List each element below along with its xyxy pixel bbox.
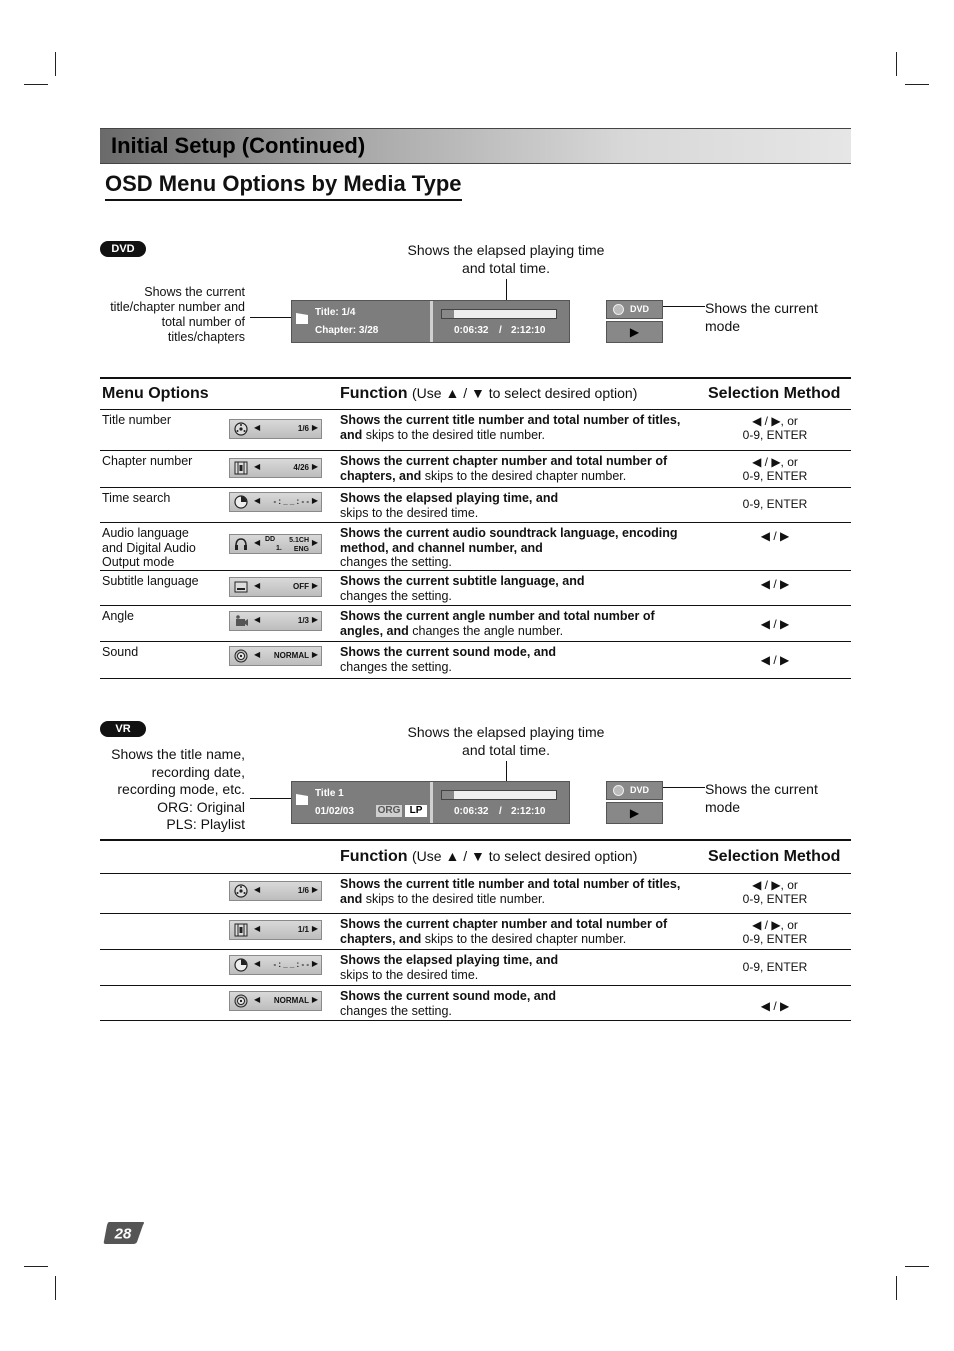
arrow-right-icon: ▶ [311,423,318,432]
arrow-right-icon: ▶ [311,462,318,471]
row-selection: ◀ / ▶ [760,617,790,631]
row-function: Shows the current chapter number and total number of chapters, and skips to the desired chapter number. [340,917,668,946]
arrow-right-icon: ▶ [311,615,318,624]
crop-mark [55,1276,56,1300]
row-label: Angle [102,609,134,623]
audio-icon [234,537,248,551]
crop-mark [896,1276,897,1300]
arrow-right-icon: ▶ [311,538,318,547]
row-label: Sound [102,645,139,659]
crop-mark [905,1266,929,1267]
row-selection: ◀ / ▶ [760,653,790,667]
row-label: Chapter number [102,454,193,468]
vr-callout-title: Shows the title name, recording date, recording mode, etc. ORG: Original PLS: Playlist [111,746,245,832]
subtitle-icon [234,580,248,594]
arrow-left-icon: ◀ [254,423,261,432]
row-function: Shows the current chapter number and total number of chapters, and skips to the desired chapter number. [340,454,668,483]
osd-value-num: 1. [276,545,282,552]
row-function: Shows the current sound mode, and changes the setting. [340,645,556,674]
leader-line [506,761,507,783]
osd-org-badge: ORG [377,805,401,816]
row-selection: ◀ / ▶ [760,529,790,543]
dvd-badge: DVD [100,241,146,257]
osd-chapter-line: Chapter: 3/28 [315,325,379,336]
crop-mark [24,84,48,85]
dvd-callout-mode: Shows the current mode [705,300,818,334]
arrow-left-icon: ◀ [254,496,261,505]
time-icon [234,495,248,509]
osd-item-box [229,534,322,554]
row-function: Shows the current title number and total number of titles, and skips to the desired title number. [340,877,681,906]
arrow-left-icon: ◀ [254,995,261,1004]
arrow-right-icon: ▶ [311,496,318,505]
row-selection: ◀ / ▶, or 0-9, ENTER [742,455,808,483]
osd-title-line: Title: 1/4 [315,307,356,318]
clapper-icon [296,794,308,805]
table-rule [100,450,851,451]
row-selection: ◀ / ▶ [760,577,790,591]
table-rule [100,641,851,642]
dvd-mode-display [606,300,663,343]
table-rule [100,487,851,488]
angle-icon [234,614,248,628]
osd-value: - : _ _ : - - [273,960,309,969]
col-function: Function (Use ▲ / ▼ to select desired option) [340,385,638,402]
osd-item-box [229,955,322,975]
arrow-left-icon: ◀ [254,885,261,894]
row-label: Audio language and Digital Audio Output mode [102,526,196,569]
arrow-right-icon: ▶ [311,959,318,968]
table-rule [100,678,851,679]
osd-total: 2:12:10 [511,325,546,336]
play-icon: ▶ [606,802,663,824]
row-function: Shows the current angle number and total number of angles, and changes the angle number. [340,609,655,638]
osd-value: OFF [293,582,309,591]
osd-item-box [229,419,322,439]
section-subtitle: OSD Menu Options by Media Type [105,171,462,201]
arrow-left-icon: ◀ [254,924,261,933]
osd-value: 4/26 [293,463,309,472]
table-rule [100,913,851,914]
table-rule [100,1020,851,1021]
disc-icon [613,785,624,796]
leader-line [663,787,705,788]
arrow-left-icon: ◀ [254,462,261,471]
osd-value: 1/1 [297,925,309,934]
arrow-left-icon: ◀ [254,581,261,590]
arrow-right-icon: ▶ [311,650,318,659]
arrow-left-icon: ◀ [254,959,261,968]
dvd-callout-time: Shows the elapsed playing time and total time. [407,242,605,276]
dd-label: DD [265,536,276,543]
osd-item-box [229,611,322,631]
osd-item-box [229,881,322,901]
vr-osd-display [291,781,570,824]
table-rule [100,873,851,874]
table-rule [100,522,851,523]
title-icon [234,884,248,898]
table-rule [100,949,851,950]
clapper-icon [296,313,308,324]
osd-item-box [229,458,322,478]
vr-mode-display [606,781,663,824]
row-function: Shows the elapsed playing time, and skips to the desired time. [340,491,559,520]
section-header-bar [100,128,851,164]
sound-icon [234,994,248,1008]
chapter-icon [234,923,248,937]
vr-badge: VR [100,721,146,737]
sound-icon [234,649,248,663]
osd-value: 1/6 [297,424,309,433]
crop-mark [24,1266,48,1267]
osd-progress-bar [441,309,557,319]
osd-item-box [229,991,322,1011]
row-function: Shows the current title number and total number of titles, and skips to the desired title number. [340,413,681,442]
osd-item-box [229,492,322,512]
col-function: Function (Use ▲ / ▼ to select desired option) [340,848,638,865]
row-selection: ◀ / ▶, or 0-9, ENTER [742,918,808,946]
table-top-rule [100,839,851,841]
table-rule [100,409,851,410]
arrow-left-icon: ◀ [254,650,261,659]
crop-mark [55,52,56,76]
crop-mark [896,52,897,76]
arrow-right-icon: ▶ [311,581,318,590]
osd-value: 5.1CH ENG [289,537,309,553]
osd-item-box [229,920,322,940]
row-function: Shows the elapsed playing time, and skips to the desired time. [340,953,559,982]
vr-callout-time: Shows the elapsed playing time and total time. [407,724,605,758]
vr-callout-mode: Shows the current mode [705,781,818,815]
col-selection-method: Selection Method [708,385,841,402]
row-selection: ◀ / ▶, or 0-9, ENTER [742,414,808,442]
dvd-callout-title: Shows the current title/chapter number and total number of titles/chapters [110,285,245,344]
disc-icon [613,304,624,315]
row-function: Shows the current sound mode, and changes the setting. [340,989,556,1018]
table-rule [100,570,851,571]
page-number-badge [103,1221,145,1245]
osd-title-line: Title 1 [315,788,344,799]
time-icon [234,958,248,972]
osd-value: 1/6 [297,886,309,895]
osd-date-line: 01/02/03 [315,806,354,817]
arrow-left-icon: ◀ [254,538,261,547]
leader-line [663,306,705,307]
osd-value: 1/3 [297,616,309,625]
chapter-icon [234,461,248,475]
col-menu-options: Menu Options [102,385,209,402]
mode-label: DVD [630,304,650,314]
mode-label: DVD [630,785,650,795]
osd-value: NORMAL [273,651,309,660]
osd-slash: / [499,325,502,336]
osd-lp-badge: LP [405,805,427,817]
row-selection: 0-9, ENTER [742,497,808,511]
title-icon [234,422,248,436]
row-label: Title number [102,413,172,427]
osd-slash: / [499,806,502,817]
arrow-right-icon: ▶ [311,995,318,1004]
arrow-left-icon: ◀ [254,615,261,624]
table-rule [100,985,851,986]
page-title: Initial Setup (Continued) [111,133,366,158]
row-label: Subtitle language [102,574,199,588]
table-top-rule [100,377,851,379]
leader-line [506,279,507,301]
osd-elapsed: 0:06:32 [454,325,489,336]
row-selection: ◀ / ▶, or 0-9, ENTER [742,878,808,906]
row-label: Time search [102,491,171,505]
row-function: Shows the current subtitle language, and changes the setting. [340,574,585,603]
play-icon: ▶ [606,321,663,343]
col-selection-method: Selection Method [708,848,841,865]
crop-mark [905,84,929,85]
page-number: 28 [114,1225,132,1243]
dvd-osd-display [291,300,570,343]
osd-item-box [229,577,322,597]
osd-value: - : _ _ : - - [273,497,309,506]
osd-elapsed: 0:06:32 [454,806,489,817]
row-function: Shows the current audio soundtrack language, encoding method, and channel number, and changes the setting. [340,526,678,569]
osd-progress-bar [441,790,557,800]
osd-value: NORMAL [273,996,309,1005]
arrow-right-icon: ▶ [311,924,318,933]
table-rule [100,605,851,606]
osd-item-box [229,646,322,666]
row-selection: 0-9, ENTER [742,960,808,974]
osd-total: 2:12:10 [511,806,546,817]
row-selection: ◀ / ▶ [760,999,790,1013]
arrow-right-icon: ▶ [311,885,318,894]
